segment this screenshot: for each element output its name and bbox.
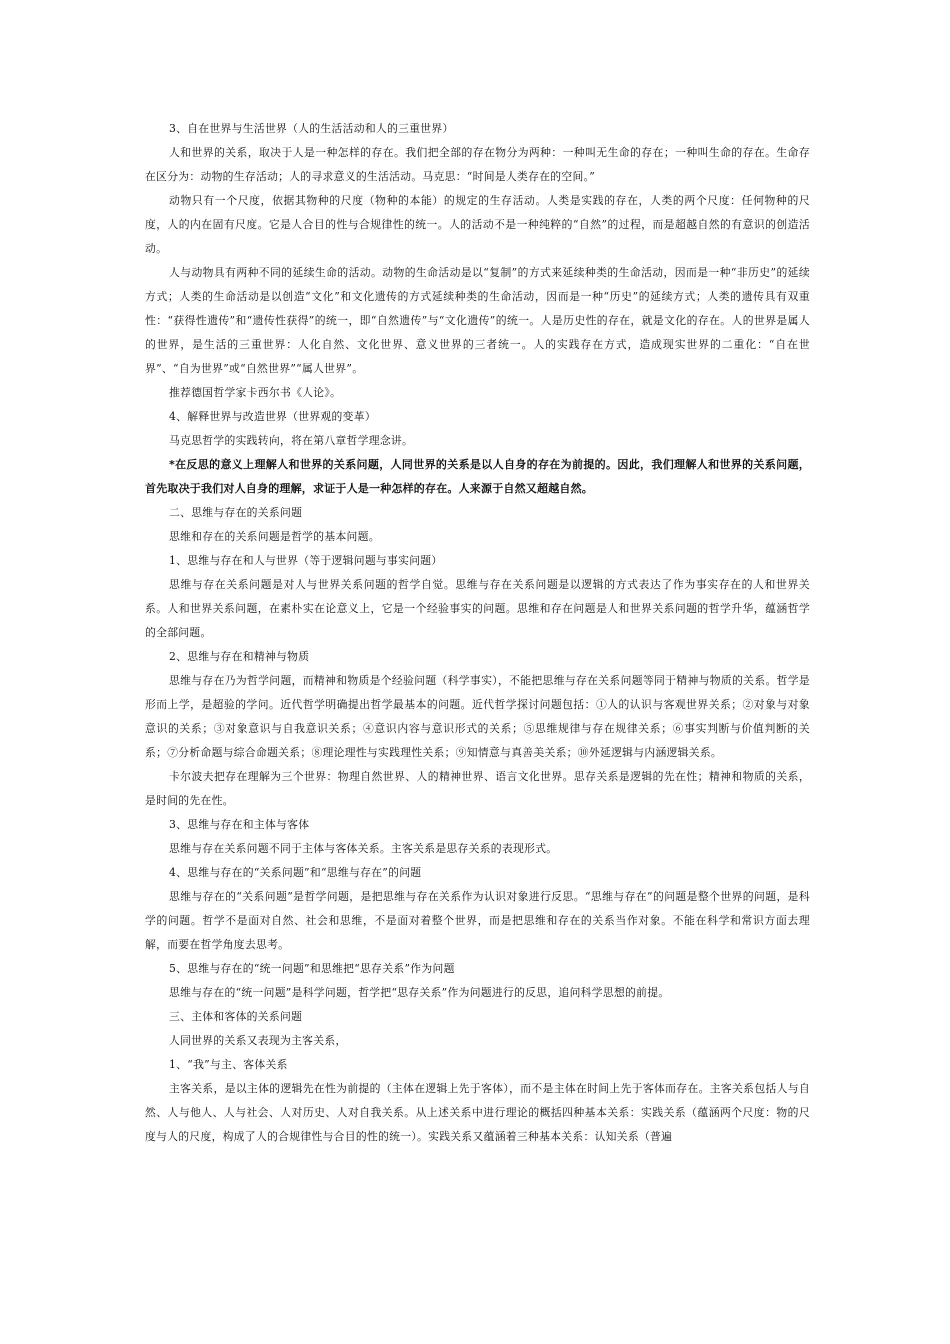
body-paragraph: 人与动物具有两种不同的延续生命的活动。动物的生命活动是以“复制”的方式来延续种类的生命活动，因而是一种“非历史”的延续方式；人类的生命活动是以创造“文化”和文化遗传的方式延续种类的生命活动，因而是一种“历史”的延续方式；人类的遗传具有双重性：“获得性遗传”和“遗传性获得”的统一，即“自然遗传”与“文化遗传”的统一。人是历史性的存在，就是文化的存在。人的世界是属人的世界，是生活的三重世界：人化自然、文化世界、意义世界的三者统一。人的实践存在方式，造成现实世界的二重化：“自在世界”、“自为世界”或“自然世界”“属人世界”。 xyxy=(145,266,810,375)
body-paragraph: 思维与存在关系问题不同于主体与客体关系。主客关系是思存关系的表现形式。 xyxy=(169,842,558,855)
section-heading: 1、思维与存在和人与世界（等于逻辑问题与事实问题） xyxy=(169,554,443,567)
body-paragraph: 动物只有一个尺度，依据其物种的尺度（物种的本能）的规定的生存活动。人类是实践的存在，人类的两个尺度：任何物种的尺度，人的内在固有尺度。它是人合目的性与合规律性的统一。人的活动不是一种纯粹的“自然”的过程，而是超越自然的有意识的创造活动。 xyxy=(145,194,810,255)
section-heading: 三、主体和客体的关系问题 xyxy=(169,1010,303,1023)
body-paragraph: 思维与存在关系问题是对人与世界关系问题的哲学自觉。思维与存在关系问题是以逻辑的方式表达了作为事实存在的人和世界关系。人和世界关系问题，在素朴实在论意义上，它是一个经验事实的问题。思维和存在问题是人和世界关系问题的哲学升华，蕴涵哲学的全部问题。 xyxy=(145,578,810,639)
section-heading: 3、思维与存在和主体与客体 xyxy=(169,818,310,831)
section-heading: 5、思维与存在的“统一问题”和思维把“思存关系”作为问题 xyxy=(169,962,455,975)
body-paragraph: 卡尔波夫把存在理解为三个世界：物理自然世界、人的精神世界、语言文化世界。思存关系是逻辑的先在性；精神和物质的关系，是时间的先在性。 xyxy=(145,770,810,807)
section-heading: 4、解释世界与改造世界（世界观的变革） xyxy=(169,410,376,423)
section-heading: 二、思维与存在的关系问题 xyxy=(169,506,303,519)
body-paragraph: 推荐德国哲学家卡西尔书《人论》。 xyxy=(169,386,342,399)
body-paragraph: 主客关系，是以主体的逻辑先在性为前提的（主体在逻辑上先于客体），而不是主体在时间上先于客体而存在。主客关系包括人与自然、人与他人、人与社会、人对历史、人对自我关系。从上述关系中进行理论的概括四种基本关系：实践关系（蕴涵两个尺度：物的尺度与人的尺度，构成了人的合规律性与合目的性的统一）。实践关系又蕴涵着三种基本关系：认知关系（普遍 xyxy=(145,1082,810,1143)
body-paragraph: 思维与存在的“关系问题”是哲学问题，是把思维与存在关系作为认识对象进行反思。“思维与存在”的问题是整个世界的问题，是科学的问题。哲学不是面对自然、社会和思维，不是面对着整个世界，而是把思维和存在的关系当作对象。不能在科学和常识方面去理解，而要在哲学角度去思考。 xyxy=(145,890,810,951)
section-heading: 4、思维与存在的“关系问题”和“思维与存在”的问题 xyxy=(169,866,422,879)
section-heading: 3、自在世界与生活世界（人的生活活动和人的三重世界） xyxy=(169,122,454,135)
body-paragraph: 人和世界的关系，取决于人是一种怎样的存在。我们把全部的存在物分为两种：一种叫无生命的存在；一种叫生命的存在。生命存在区分为：动物的生存活动；人的寻求意义的生活活动。马克思：“时间是人类存在的空间。” xyxy=(145,146,810,183)
body-paragraph: 思维和存在的关系问题是哲学的基本问题。 xyxy=(169,530,380,543)
body-paragraph: 马克思哲学的实践转向，将在第八章哲学理念讲。 xyxy=(169,434,414,447)
document-page xyxy=(145,117,810,1149)
body-paragraph: 思维与存在的“统一问题”是科学问题，哲学把“思存关系”作为问题进行的反思，追问科学思想的前提。 xyxy=(169,986,670,999)
body-paragraph: 思维与存在乃为哲学问题，而精神和物质是个经验问题（科学事实），不能把思维与存在关系问题等同于精神与物质的关系。哲学是形而上学，是超验的学问。近代哲学明确提出哲学最基本的问题。近代哲学探讨问题包括：①人的认识与客观世界关系；②对象与对象意识的关系；③对象意识与自我意识关系；④意识内容与意识形式的关系；⑤思维规律与存在规律关系；⑥事实判断与价值判断的关系；⑦分析命题与综合命题关系；⑧理论理性与实践理性关系；⑨知情意与真善美关系；⑩外延逻辑与内涵逻辑关系。 xyxy=(145,674,810,759)
section-heading: 2、思维与存在和精神与物质 xyxy=(169,650,310,663)
body-paragraph: 人同世界的关系又表现为主客关系， xyxy=(169,1034,347,1047)
emphasis-paragraph: *在反思的意义上理解人和世界的关系问题，人同世界的关系是以人自身的存在为前提的。因此，我们理解人和世界的关系问题，首先取决于我们对人自身的理解，求证于人是一种怎样的存在。人来源于自然又超越自然。 xyxy=(145,458,810,495)
section-heading: 1、“我”与主、客体关系 xyxy=(169,1058,288,1071)
